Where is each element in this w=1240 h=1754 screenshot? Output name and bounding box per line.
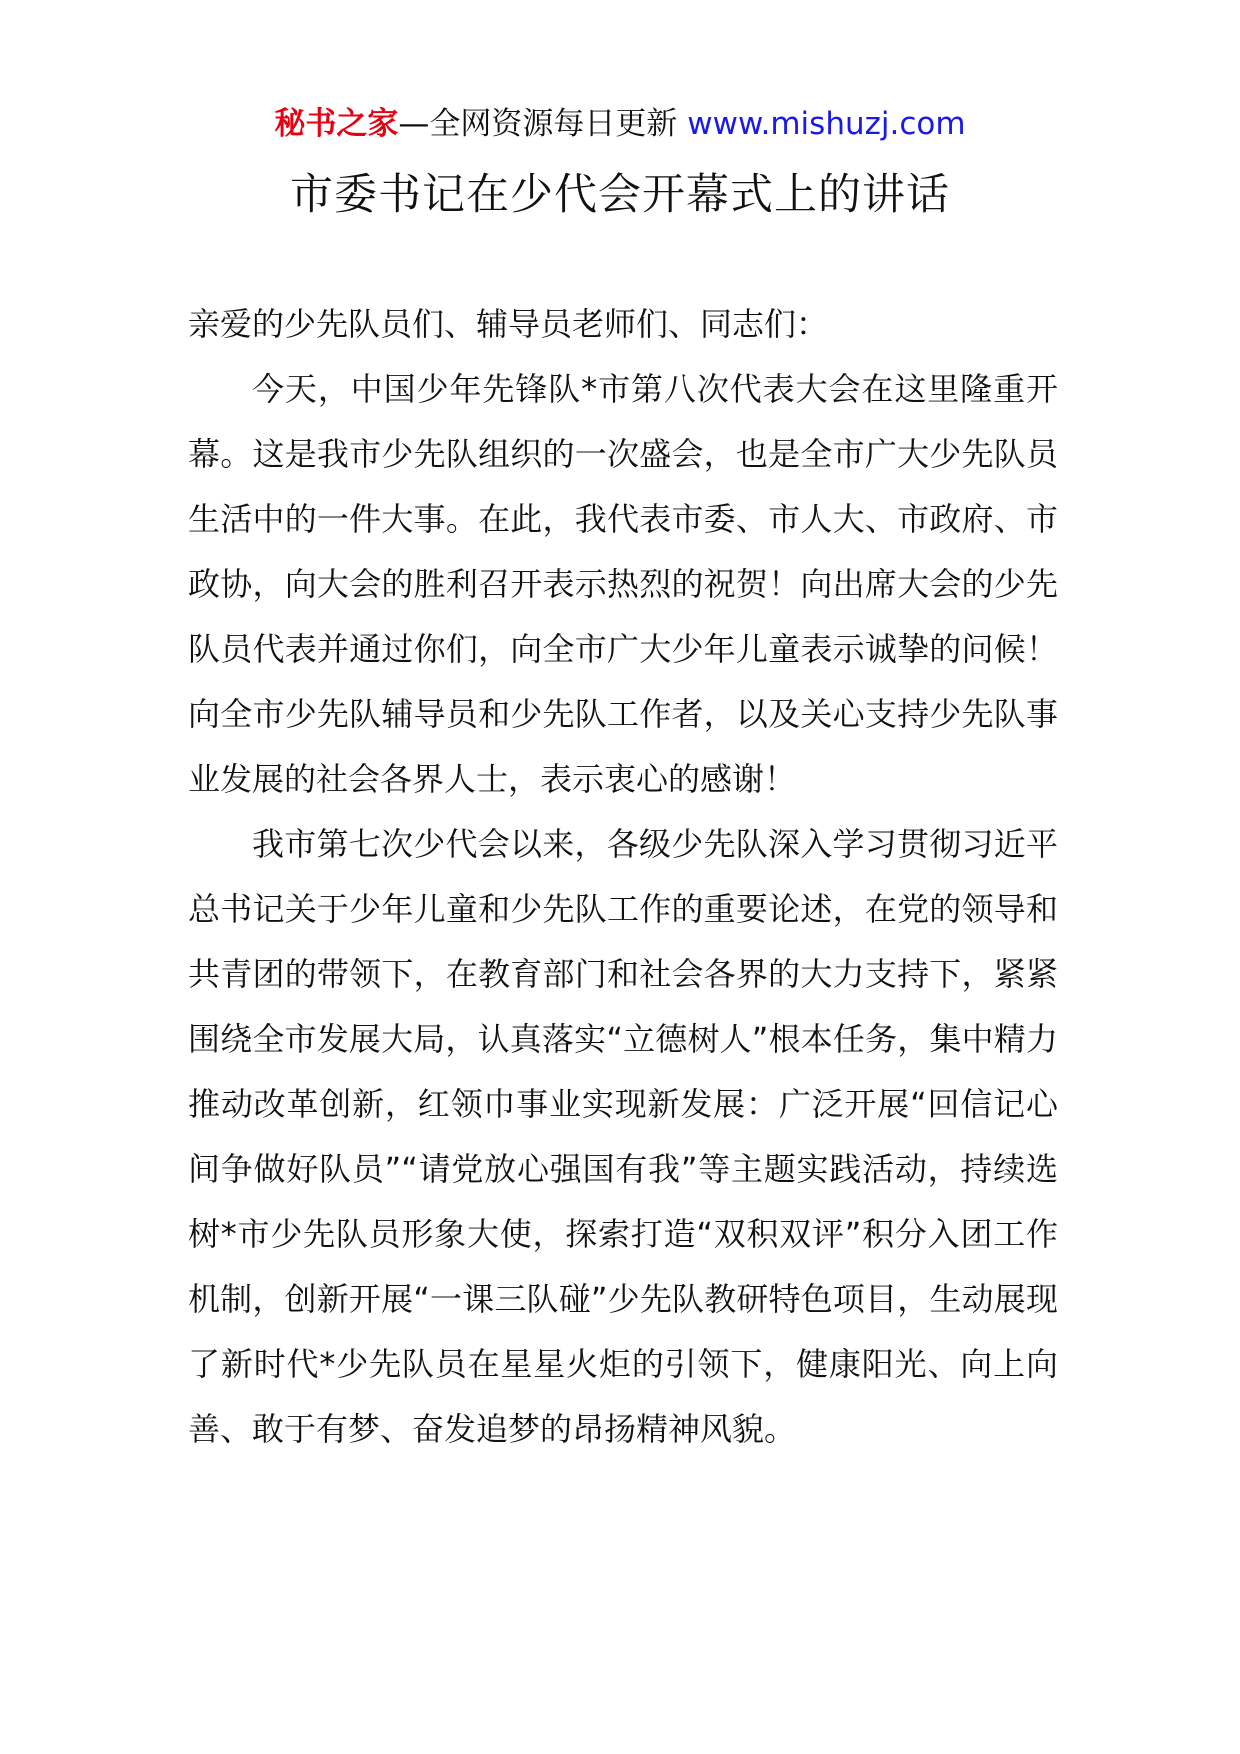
document-title: 市委书记在少代会开幕式上的讲话 [290,170,950,220]
document-body [188,292,1058,1462]
site-url-link[interactable]: www.mishuzj.com [687,106,966,142]
paragraph-2: 我市第七次少代会以来，各级少先队深入学习贯彻习近平总书记关于少年儿童和少先队工作的重要论述，在党的领导和共青团的带领下，在教育部门和社会各界的大力支持下，紧紧围绕全市发展大局，认真落实“立德树人”根本任务，集中精力推动改革创新，红领巾事业实现新发展：广泛开展“回信记心间争做好队员”“请党放心强国有我”等主题实践活动，持续选树*市少先队员形象大使，探索打造“双积双评”积分入团工作机制，创新开展“一课三队碰”少先队教研特色项目，生动展现了新时代*少先队员在星星火炬的引领下，健康阳光、向上向善、敢于有梦、奋发追梦的昂扬精神风貌。 [188,825,1058,1448]
site-slogan: —全网资源每日更新 [398,106,678,142]
site-header [0,100,1240,148]
site-brand: 秘书之家 [274,106,399,142]
salutation: 亲爱的少先队员们、辅导员老师们、同志们： [188,305,829,343]
paragraph-1: 今天，中国少年先锋队*市第八次代表大会在这里隆重开幕。这是我市少先队组织的一次盛会，也是全市广大少先队员生活中的一件大事。在此，我代表市委、市人大、市政府、市政协，向大会的胜利召开表示热烈的祝贺！向出席大会的少先队员代表并通过你们，向全市广大少年儿童表示诚挚的问候！向全市少先队辅导员和少先队工作者，以及关心支持少先队事业发展的社会各界人士，表示衷心的感谢！ [188,370,1058,798]
